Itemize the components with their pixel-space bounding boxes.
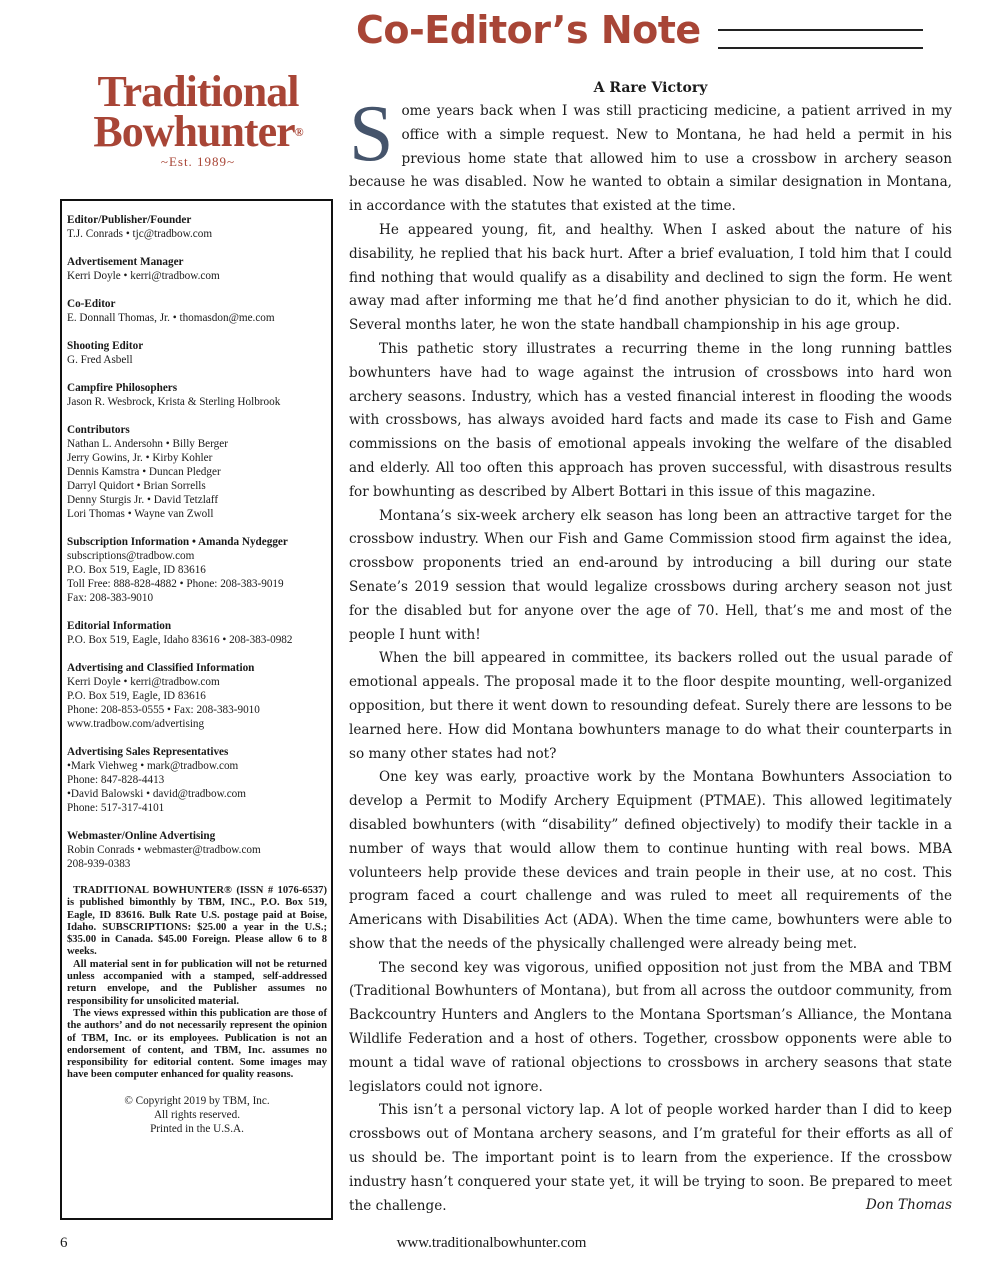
- masthead-section-heading: Editor/Publisher/Founder: [67, 214, 192, 226]
- copyright-line: © Copyright 2019 by TBM, Inc.: [124, 1094, 270, 1107]
- masthead-section-heading: Contributors: [67, 424, 130, 436]
- masthead-line: Kerri Doyle • kerri@tradbow.com: [67, 676, 220, 688]
- article-paragraph: This isn’t a personal victory lap. A lot of people worked harder than I did to keep crossbows out of Montana archery seasons, and I’m grateful for their efforts as all of us should be. The important point is to learn from the experience. If the crossbow industry hasn’t conquered your state yet, it will be trying to soon. Be prepared to meet the challenge.: [349, 1102, 952, 1214]
- masthead-line: Kerri Doyle • kerri@tradbow.com: [67, 270, 220, 282]
- masthead-section-heading: Co-Editor: [67, 298, 116, 310]
- masthead-line: T.J. Conrads • tjc@tradbow.com: [67, 228, 213, 240]
- masthead-line: P.O. Box 519, Eagle, ID 83616: [67, 690, 206, 702]
- copyright-notice: [67, 1094, 327, 1137]
- masthead-section-heading: Shooting Editor: [67, 340, 144, 352]
- masthead-line: Toll Free: 888-828-4882 • Phone: 208-383-9019: [67, 578, 284, 590]
- article-title: A Rare Victory: [593, 80, 708, 96]
- masthead-line: Fax: 208-383-9010: [67, 592, 154, 604]
- page-title: Co-Editor’s Note: [356, 8, 701, 52]
- masthead-section: [67, 297, 327, 325]
- article-paragraph: One key was early, proactive work by the Montana Bowhunters Association to develop a Permit to Modify Archery Equipment (PTMAE). This allowed legitimately disabled bowhunters (with “disability” defined objectively) to modify their tackle in a number of ways that would allow them to continue hunting with real bows. MBA volunteers help provide these devices and train people in their use, at no cost. This program faced a court challenge and was ruled to meet all requirements of the Americans with Disabilities Act (ADA). When the time came, bowhunters were able to show that the needs of the physically challenged were already being met.: [349, 769, 952, 952]
- masthead-line: E. Donnall Thomas, Jr. • thomasdon@me.com: [67, 312, 275, 324]
- masthead-line: G. Fred Asbell: [67, 354, 133, 366]
- masthead-line: www.tradbow.com/advertising: [67, 718, 205, 730]
- masthead-section: [67, 619, 327, 647]
- publication-paragraph: The views expressed within this publication are those of the authors’ and do not necessarily represent the opinion of TBM, Inc. or its employees. Publication is not an endorsement of content, and TBM, Inc. assumes no responsibility for editorial content. Some images may have been computer enhanced for quality reasons.: [67, 1007, 327, 1081]
- masthead-section: [67, 381, 327, 409]
- page-number: 6: [60, 1235, 68, 1251]
- masthead-section-heading: Advertisement Manager: [67, 256, 184, 268]
- masthead-box: [60, 199, 333, 1220]
- masthead-section-heading: Webmaster/Online Advertising: [67, 830, 216, 842]
- masthead-section-heading: Advertising and Classified Information: [67, 662, 255, 674]
- masthead-line: Nathan L. Andersohn • Billy Berger: [67, 438, 228, 450]
- header-rule-bottom: [718, 47, 923, 49]
- author-signature: Don Thomas: [865, 1197, 952, 1213]
- masthead-line: Dennis Kamstra • Duncan Pledger: [67, 466, 221, 478]
- masthead-section: [67, 339, 327, 367]
- footer-url[interactable]: www.traditionalbowhunter.com: [396, 1235, 587, 1251]
- masthead-section: [67, 829, 327, 871]
- article-paragraph: He appeared young, fit, and healthy. When I asked about the nature of his disability, he replied that his back hurt. After a brief evaluation, I told him that I could find nothing that would qualify as a disability and declined to sign the form. He went away mad after informing me that he’d find another physician to do it, which he did. Several months later, he won the state handball championship in his age group.: [349, 221, 952, 334]
- masthead-section-heading: Campfire Philosophers: [67, 382, 178, 394]
- header-rule-top: [718, 29, 923, 31]
- copyright-line: Printed in the U.S.A.: [150, 1123, 244, 1136]
- drop-cap: S: [349, 90, 394, 178]
- publication-paragraph: TRADITIONAL BOWHUNTER® (ISSN # 1076-6537) is published bimonthly by TBM, INC., P.O. Box 519, Eagle, ID 83616. Bulk Rate U.S. postage paid at Boise, Idaho. SUBSCRIPTIONS: $25.00 a year in the U.S.; $35.00 in Canada. $45.00 Foreign. Please allow 6 to 8 weeks.: [67, 885, 327, 958]
- masthead-line: Phone: 208-853-0555 • Fax: 208-383-9010: [67, 704, 260, 716]
- masthead-line: Jerry Gowins, Jr. • Kirby Kohler: [67, 452, 213, 464]
- masthead-line: Darryl Quidort • Brian Sorrells: [67, 480, 206, 492]
- copyright-line: All rights reserved.: [153, 1109, 241, 1122]
- masthead-line: Denny Sturgis Jr. • David Tetzlaff: [67, 494, 219, 506]
- logo-established: ~Est. 1989~: [160, 154, 236, 169]
- masthead-section: [67, 535, 327, 605]
- masthead-line: P.O. Box 519, Eagle, Idaho 83616 • 208-383-0982: [67, 634, 293, 646]
- logo-line-2: [62, 107, 334, 156]
- masthead-section-heading: Editorial Information: [67, 620, 172, 632]
- masthead-line: P.O. Box 519, Eagle, ID 83616: [67, 564, 206, 576]
- masthead-section: [67, 213, 327, 241]
- article-paragraph: When the bill appeared in committee, its backers rolled out the usual parade of emotional appeals. The proposal made it to the floor despite mounting, well-organized opposition, but there it went down to resounding defeat. Surely there are lessons to be learned here. How did Montana bowhunters manage to do what their counterparts in so many other states had not?: [349, 650, 952, 762]
- article-paragraph: [349, 90, 952, 219]
- publication-notice: [67, 885, 327, 1082]
- masthead-line: •David Balowski • david@tradbow.com: [67, 788, 246, 800]
- masthead-line: Lori Thomas • Wayne van Zwoll: [67, 508, 214, 520]
- masthead-section-heading: Subscription Information • Amanda Nydegger: [67, 536, 288, 548]
- masthead-line: Phone: 847-828-4413: [67, 774, 165, 786]
- article-paragraph: The second key was vigorous, unified opposition not just from the MBA and TBM (Traditional Bowhunters of Montana), but from all across the outdoor community, from Backcountry Hunters and Anglers to the Montana Sportsman’s Alliance, the Montana Wildlife Federation and a host of others. Together, crossbow opponents were able to mount a tidal wave of rational objections to crossbows in archery seasons that state legislators could not ignore.: [349, 959, 952, 1095]
- publication-paragraph: All material sent in for publication will not be returned unless accompanied with a stamped, self-addressed return envelope, and the Publisher assumes no responsibility for unsolicited material.: [67, 958, 327, 1007]
- article-paragraph: This pathetic story illustrates a recurring theme in the long running battles bowhunters have had to wage against the intrusion of crossbows into hard won archery seasons. Industry, which has a vested financial interest in flooding the woods with crossbows, has always avoided hard facts and made its case to Fish and Game commissions on the basis of emotional appeals invoking the welfare of the disabled and elderly. All too often this approach has proven successful, with disastrous results for bowhunting as described by Albert Bottari in this issue of this magazine.: [349, 340, 952, 500]
- traditional-bowhunter-logo: [62, 67, 334, 169]
- first-paragraph-text: ome years back when I was still practicing medicine, a patient arrived in my office with a simple request. New to Montana, he had held a permit in his previous home state that allowed him to use a crossbow in archery season because he was disabled. Now he wanted to obtain a similar designation in Montana, in accordance with the statutes that existed at the time.: [349, 103, 952, 215]
- article-paragraphs: [349, 219, 952, 1218]
- masthead-line: Robin Conrads • webmaster@tradbow.com: [67, 844, 261, 856]
- masthead-line: 208-939-0383: [67, 858, 131, 870]
- masthead-section: [67, 423, 327, 521]
- logo-registered-mark: ®: [294, 125, 303, 139]
- masthead-line: Jason R. Wesbrock, Krista & Sterling Holbrook: [67, 396, 281, 408]
- article-body: [349, 78, 952, 1218]
- logo-line-1: Traditional: [97, 67, 299, 116]
- logo-word: Bowhunter: [93, 107, 295, 156]
- masthead-section: [67, 661, 327, 731]
- masthead-section: [67, 745, 327, 815]
- article-paragraph: Montana’s six-week archery elk season has long been an attractive target for the crossbow industry. When our Fish and Game Commission stood firm against the idea, crossbow proponents tried an end-around by introducing a bill during our state Senate’s 2019 session that would legalize crossbows during archery season not just for the disabled but for anyone over the age of 70. Hell, that’s me and most of the people I hunt with!: [349, 507, 952, 643]
- masthead-section-heading: Advertising Sales Representatives: [67, 746, 229, 758]
- masthead-line: subscriptions@tradbow.com: [67, 550, 195, 562]
- masthead-section: [67, 255, 327, 283]
- masthead-staff-list: [67, 213, 327, 871]
- masthead-line: Phone: 517-317-4101: [67, 802, 165, 814]
- masthead-line: •Mark Viehweg • mark@tradbow.com: [67, 760, 239, 772]
